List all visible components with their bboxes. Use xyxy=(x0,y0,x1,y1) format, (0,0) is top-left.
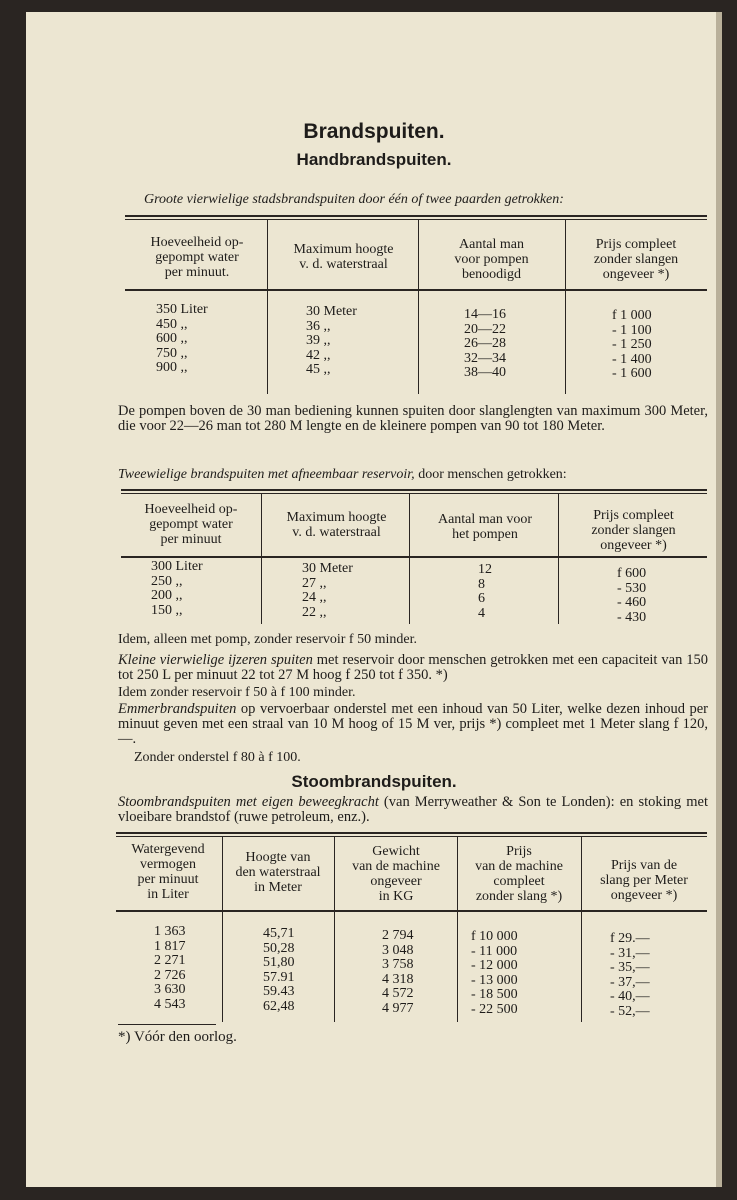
table-caption: Tweewielige brandspuiten met afneembaar reservoir, door menschen getrokken: xyxy=(118,467,567,482)
table-column xyxy=(612,309,652,382)
table-header: Maximum hoogte v. d. waterstraal xyxy=(293,242,394,272)
table-cell: 8 xyxy=(478,576,485,592)
section-heading-stoom: Stoombrandspuiten. xyxy=(291,772,457,791)
table-cell: 4 543 xyxy=(154,996,186,1012)
footnote: *) Vóór den oorlog. xyxy=(118,1029,237,1045)
table-cell: 22 ,, xyxy=(302,604,327,620)
table-cell: 3 048 xyxy=(382,942,414,958)
table-cell: 45 ,, xyxy=(306,362,331,377)
paragraph: Kleine vierwielige ijzeren spuiten met reservoir door menschen getrokken met een capaciteit van 150 tot 250 L per minuut 22 tot 27 M hoog f 250 tot f 350. *) xyxy=(118,652,708,683)
paragraph: Zonder onderstel f 80 à f 100. xyxy=(134,750,301,765)
table-header: Aantal man voor pompen benoodigd xyxy=(454,237,529,282)
table-cell: 51,80 xyxy=(263,955,295,970)
table-cell: 30 Meter xyxy=(302,561,353,576)
table-cell: 4 318 xyxy=(382,971,414,987)
table-cell: 3 758 xyxy=(382,957,414,972)
hand-intro: Groote vierwielige stadsbrandspuiten door één of twee paarden getrokken: xyxy=(144,192,564,207)
table-cell: - 22 500 xyxy=(471,1001,518,1017)
table-cell: - 52,— xyxy=(610,1003,650,1019)
table-column xyxy=(464,308,506,381)
paragraph: Emmerbrandspuiten op vervoerbaar onderstel met een inhoud van 50 Liter, welke dezen inhoud per minuut geven met een straal van 10 M hoog of 15 M ver, prijs *) compleet met 1 Meter slang f 120,—. xyxy=(118,701,708,747)
table-cell: 36 ,, xyxy=(306,318,331,334)
table-cell: - 1 250 xyxy=(612,337,652,352)
page-title: Brandspuiten. xyxy=(303,120,445,143)
table-column xyxy=(382,929,414,1016)
table-cell: - 1 400 xyxy=(612,351,652,367)
table-cell: 24 ,, xyxy=(302,590,327,605)
table-cell: 14—16 xyxy=(464,307,506,322)
table-cell: 27 ,, xyxy=(302,575,327,591)
table-cell: f 29.— xyxy=(610,931,650,946)
table-cell: 900 ,, xyxy=(156,360,188,375)
table-cell: 20—22 xyxy=(464,321,506,337)
table-column xyxy=(151,560,203,618)
table-cell: 2 726 xyxy=(154,967,186,983)
table-cell: 50,28 xyxy=(263,940,295,956)
table-cell: 12 xyxy=(478,562,492,577)
table-cell: - 1 600 xyxy=(612,366,652,381)
table-cell: 250 ,, xyxy=(151,573,183,589)
table-cell: 59.43 xyxy=(263,984,295,999)
table-cell: 1 817 xyxy=(154,938,186,954)
table-column xyxy=(478,563,492,621)
table-cell: 39 ,, xyxy=(306,333,331,348)
table-cell: 200 ,, xyxy=(151,588,183,603)
table-column xyxy=(302,562,353,620)
table-header: Hoeveelheid op- gepompt water per minuut xyxy=(144,502,238,547)
table-column xyxy=(263,927,295,1014)
table-header: Aantal man voor het pompen xyxy=(437,512,533,542)
table-cell: 4 572 xyxy=(382,986,414,1001)
table-header: Prijs compleet zonder slangen ongeveer *) xyxy=(593,237,679,282)
table-header: Prijs van de slang per Meter ongeveer *) xyxy=(600,858,688,903)
table-cell: 45,71 xyxy=(263,926,295,941)
table-cell: - 40,— xyxy=(610,989,650,1004)
table-header: Maximum hoogte v. d. waterstraal xyxy=(286,510,387,540)
table-cell: - 37,— xyxy=(610,974,650,990)
section-heading-hand: Handbrandspuiten. xyxy=(296,150,452,169)
table-cell: 750 ,, xyxy=(156,345,188,361)
paragraph: Idem zonder reservoir f 50 à f 100 minder. xyxy=(118,685,356,700)
table-column xyxy=(154,925,186,1012)
table-cell: 2 271 xyxy=(154,953,186,968)
table-column xyxy=(471,930,518,1017)
table-cell: 600 ,, xyxy=(156,331,188,346)
table-cell: - 460 xyxy=(617,595,647,610)
table-cell: 2 794 xyxy=(382,928,414,943)
table-cell: - 430 xyxy=(617,609,647,625)
table-cell: - 530 xyxy=(617,580,647,596)
table-cell: 4 xyxy=(478,605,485,621)
table-cell: 350 Liter xyxy=(156,302,208,317)
table-cell: 1 363 xyxy=(154,924,186,939)
table-cell: - 1 100 xyxy=(612,322,652,338)
table-cell: f 1 000 xyxy=(612,308,652,323)
table-cell: 32—34 xyxy=(464,350,506,366)
footnote-rule xyxy=(118,1024,216,1025)
table-cell: f 10 000 xyxy=(471,929,518,944)
table-header: Prijs compleet zonder slangen ongeveer *) xyxy=(591,508,676,553)
table-cell: 26—28 xyxy=(464,336,506,351)
table-cell: 38—40 xyxy=(464,365,506,380)
table-header: Hoeveelheid op- gepompt water per minuut. xyxy=(150,235,244,280)
paragraph: Stoombrandspuiten met eigen beweegkracht (van Merryweather & Son te Londen): en stoking met vloeibare brandstof (ruwe petroleum, enz.). xyxy=(118,794,708,825)
table-cell: - 11 000 xyxy=(471,943,518,959)
table-cell: - 12 000 xyxy=(471,958,518,973)
scan-border xyxy=(722,0,737,1200)
table-cell: 62,48 xyxy=(263,998,295,1014)
table-cell: 4 977 xyxy=(382,1000,414,1016)
table-cell: - 18 500 xyxy=(471,987,518,1002)
table-column xyxy=(617,567,646,625)
table-cell: 300 Liter xyxy=(151,559,203,574)
table-column xyxy=(156,303,208,376)
table-column xyxy=(306,305,357,378)
table-cell: 30 Meter xyxy=(306,304,357,319)
paragraph: De pompen boven de 30 man bediening kunnen spuiten door slanglengten van maximum 300 Meter, die voor 22—26 man tot 280 M lengte en de kleinere pompen van 90 tot 180 Meter. xyxy=(118,403,708,434)
table-cell: f 600 xyxy=(617,566,647,581)
table-cell: - 13 000 xyxy=(471,972,518,988)
table-column xyxy=(610,932,650,1019)
table-cell: 42 ,, xyxy=(306,347,331,363)
table-cell: - 31,— xyxy=(610,945,650,961)
table-header: Prijs van de machine compleet zonder slang *) xyxy=(475,844,563,904)
table-header: Hoogte van den waterstraal in Meter xyxy=(235,850,321,895)
table-header: Watergevend vermogen per minuut in Liter xyxy=(131,842,205,902)
table-cell: 150 ,, xyxy=(151,602,183,618)
table-cell: - 35,— xyxy=(610,960,650,975)
table-cell: 3 630 xyxy=(154,982,186,997)
document-page xyxy=(26,12,722,1187)
table-cell: 57.91 xyxy=(263,969,295,985)
table-header: Gewicht van de machine ongeveer in KG xyxy=(352,844,440,904)
table-cell: 6 xyxy=(478,591,485,606)
table-cell: 450 ,, xyxy=(156,316,188,332)
paragraph: Idem, alleen met pomp, zonder reservoir f 50 minder. xyxy=(118,632,417,647)
